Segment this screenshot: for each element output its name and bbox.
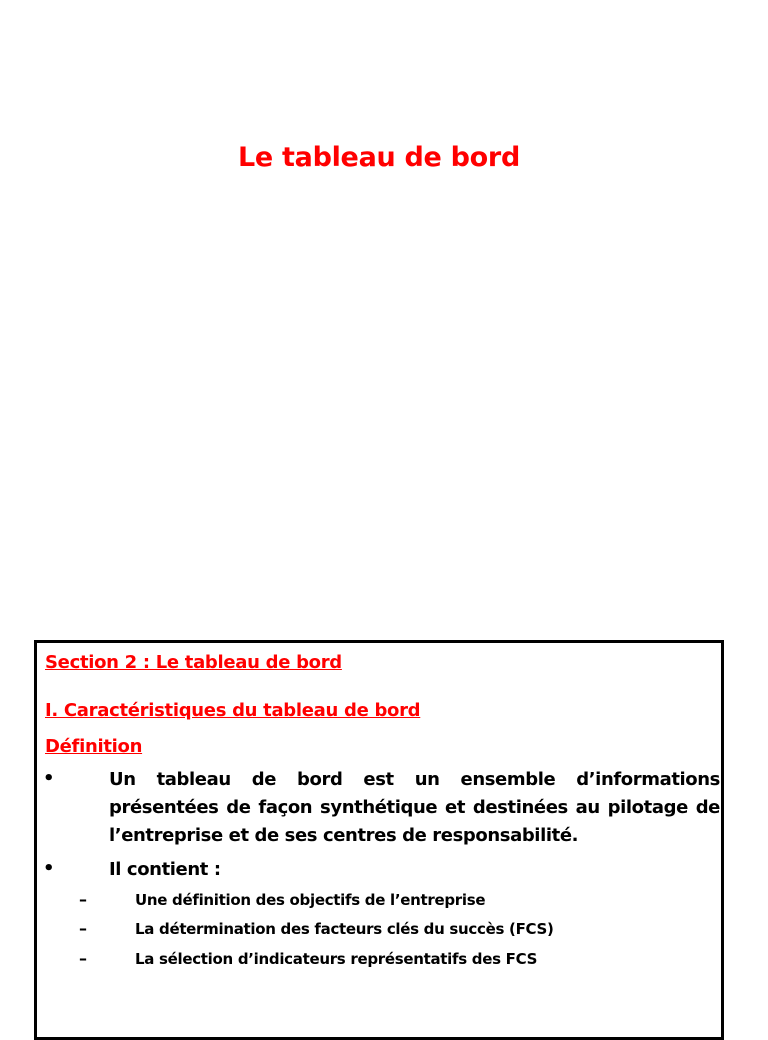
dash-marker: – xyxy=(79,919,87,938)
contains-label: Il contient : xyxy=(109,859,221,880)
definition-label: Définition xyxy=(45,736,143,757)
list-item: Une définition des objectifs de l’entreprise xyxy=(135,891,486,909)
content-box xyxy=(34,640,724,1040)
dash-marker: – xyxy=(79,890,87,909)
list-item: La détermination des facteurs clés du succès (FCS) xyxy=(135,920,554,938)
slide-title: Le tableau de bord xyxy=(238,142,520,173)
bullet-marker: • xyxy=(43,858,55,879)
bullet-marker: • xyxy=(43,768,55,789)
section-title: Section 2 : Le tableau de bord xyxy=(45,652,342,673)
subsection-title: I. Caractéristiques du tableau de bord xyxy=(45,700,421,721)
list-item: La sélection d’indicateurs représentatifs des FCS xyxy=(135,950,538,968)
dash-marker: – xyxy=(79,949,87,968)
definition-paragraph: Un tableau de bord est un ensemble d’informations présentées de façon synthétique et destinées au pilotage de l’entreprise et de ses centres de responsabilité. xyxy=(109,769,720,846)
